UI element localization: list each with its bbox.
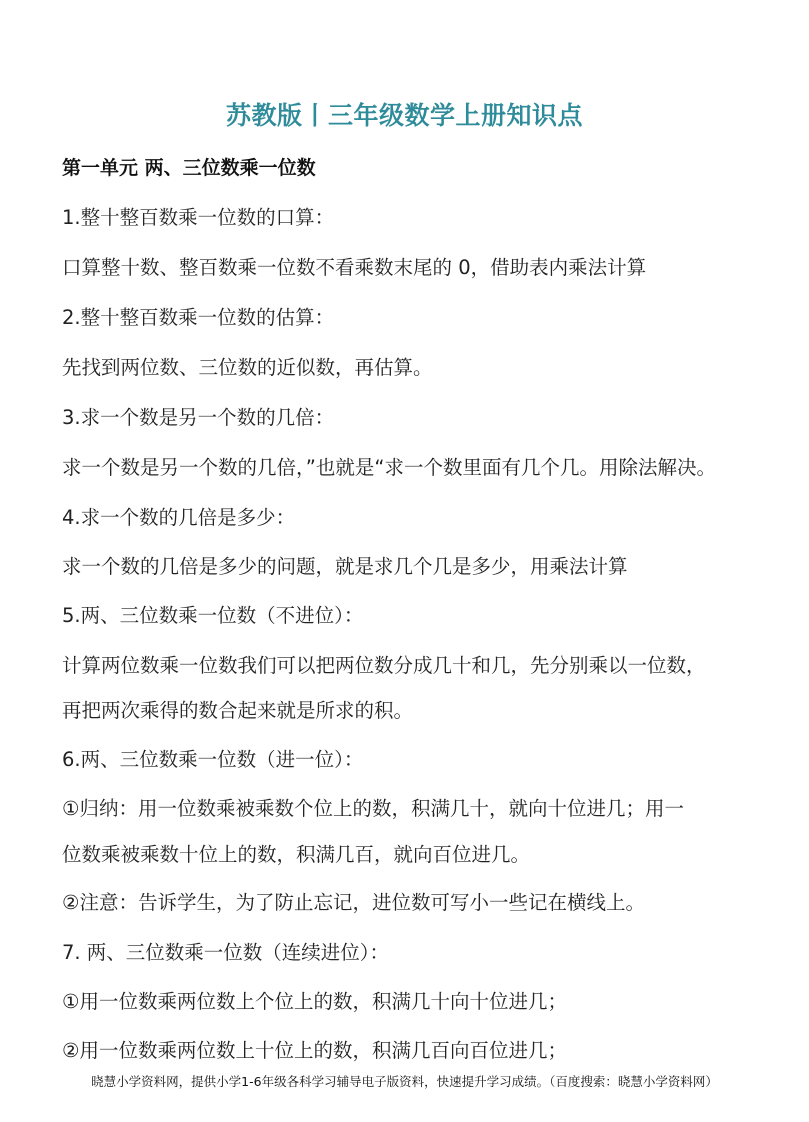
section-heading-4: 4.求一个数的几倍是多少：	[62, 506, 296, 529]
section-heading-6: 6.两、三位数乘一位数（进一位）：	[62, 748, 364, 771]
paragraph-line: 先找到两位数、三位数的近似数，再估算。	[62, 356, 433, 379]
paragraph-line: ①用一位数乘两位数上个位上的数，积满几十向十位进几；	[62, 990, 567, 1013]
paragraph-line: ①归纳：用一位数乘被乘数个位上的数，积满几十，就向十位进几；用一	[62, 797, 684, 820]
section-heading-5: 5.两、三位数乘一位数（不进位）：	[62, 604, 364, 627]
unit-heading: 第一单元 两、三位数乘一位数	[62, 157, 316, 179]
paragraph-line: 再把两次乘得的数合起来就是所求的积。	[62, 699, 414, 722]
paragraph-line: 位数乘被乘数十位上的数，积满几百，就向百位进几。	[62, 843, 531, 866]
document-title: 苏教版丨三年级数学上册知识点	[225, 101, 583, 130]
section-heading-1: 1.整十整百数乘一位数的口算：	[62, 206, 335, 229]
section-heading-2: 2.整十整百数乘一位数的估算：	[62, 306, 335, 329]
paragraph-line: 计算两位数乘一位数我们可以把两位数分成几十和几，先分别乘以一位数，	[62, 654, 706, 677]
page-footer: 晓慧小学资料网，提供小学1-6年级各科学习辅导电子版资料，快速提升学习成绩。（百度搜索：晓慧小学资料网）	[91, 1074, 718, 1089]
section-heading-7: 7. 两、三位数乘一位数（连续进位）：	[62, 941, 390, 964]
section-heading-3: 3.求一个数是另一个数的几倍：	[62, 406, 335, 429]
paragraph-line: 求一个数是另一个数的几倍，”也就是“求一个数里面有几个几。用除法解决。	[62, 456, 716, 479]
paragraph-line: 口算整十数、整百数乘一位数不看乘数末尾的 0，借助表内乘法计算	[62, 256, 647, 279]
paragraph-line: ②注意：告诉学生，为了防止忘记，进位数可写小一些记在横线上。	[62, 891, 645, 914]
paragraph-line: 求一个数的几倍是多少的问题，就是求几个几是多少，用乘法计算	[62, 555, 628, 578]
paragraph-line: ②用一位数乘两位数上十位上的数，积满几百向百位进几；	[62, 1039, 567, 1062]
